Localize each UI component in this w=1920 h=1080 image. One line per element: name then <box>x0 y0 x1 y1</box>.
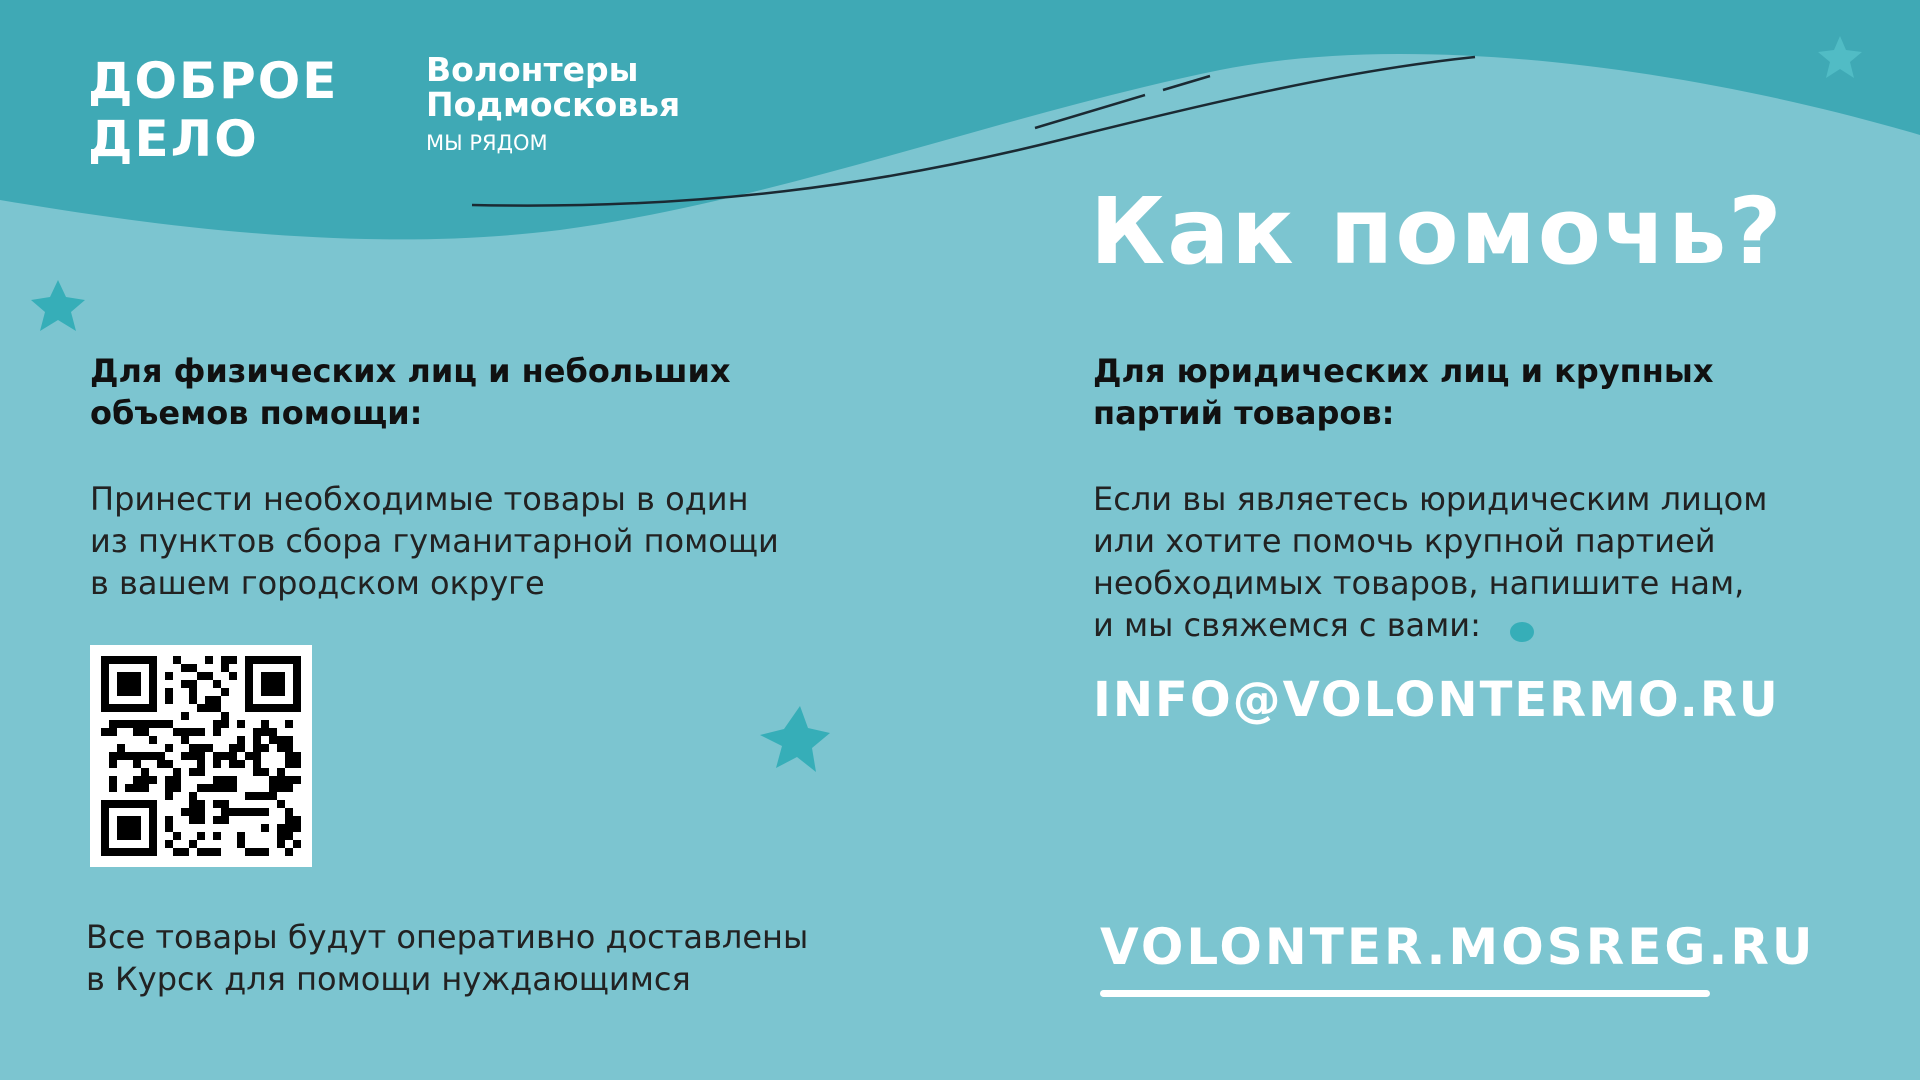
companies-title <box>1093 350 1713 434</box>
delivery-note <box>86 916 808 1000</box>
star-icon <box>31 280 85 331</box>
qr-code-image <box>90 645 312 867</box>
website-underline <box>1100 990 1710 997</box>
dobroe-delo-logo <box>88 52 338 168</box>
companies-text-line: необходимых товаров, напишите нам, <box>1093 564 1745 602</box>
individuals-text-line: из пунктов сбора гуманитарной помощи <box>90 522 779 560</box>
delivery-note-line: Все товары будут оперативно доставлены <box>86 918 809 956</box>
companies-title-line: Для юридических лиц и крупных <box>1093 352 1714 390</box>
delivery-note-line: в Курск для помощи нуждающимся <box>86 960 691 998</box>
individuals-title-line: объемов помощи: <box>90 394 423 432</box>
volunteers-logo <box>426 52 680 156</box>
website-link[interactable]: VOLONTER.MOSREG.RU <box>1100 918 1816 976</box>
companies-text-line: и мы свяжемся с вами: <box>1093 606 1481 644</box>
volunteers-logo-tagline: МЫ РЯДОМ <box>426 131 548 155</box>
companies-text-line: или хотите помочь крупной партией <box>1093 522 1716 560</box>
individuals-text-line: в вашем городском округе <box>90 564 545 602</box>
companies-text-line: Если вы являетесь юридическим лицом <box>1093 480 1768 518</box>
page-heading: Как помочь? <box>1090 178 1784 285</box>
logo-line-2: ДЕЛО <box>88 110 259 168</box>
individuals-title <box>90 350 731 434</box>
star-icon <box>760 706 830 772</box>
companies-title-line: партий товаров: <box>1093 394 1395 432</box>
qr-code[interactable] <box>90 645 312 867</box>
email-link[interactable]: INFO@VOLONTERMO.RU <box>1093 672 1780 728</box>
volunteers-logo-line-2: Подмосковья <box>426 85 681 124</box>
individuals-title-line: Для физических лиц и небольших <box>90 352 731 390</box>
companies-text <box>1093 478 1767 646</box>
volunteers-logo-line-1: Волонтеры <box>426 50 639 89</box>
individuals-text-line: Принести необходимые товары в один <box>90 480 749 518</box>
logo-line-1: ДОБРОЕ <box>88 52 339 110</box>
individuals-text <box>90 478 779 604</box>
